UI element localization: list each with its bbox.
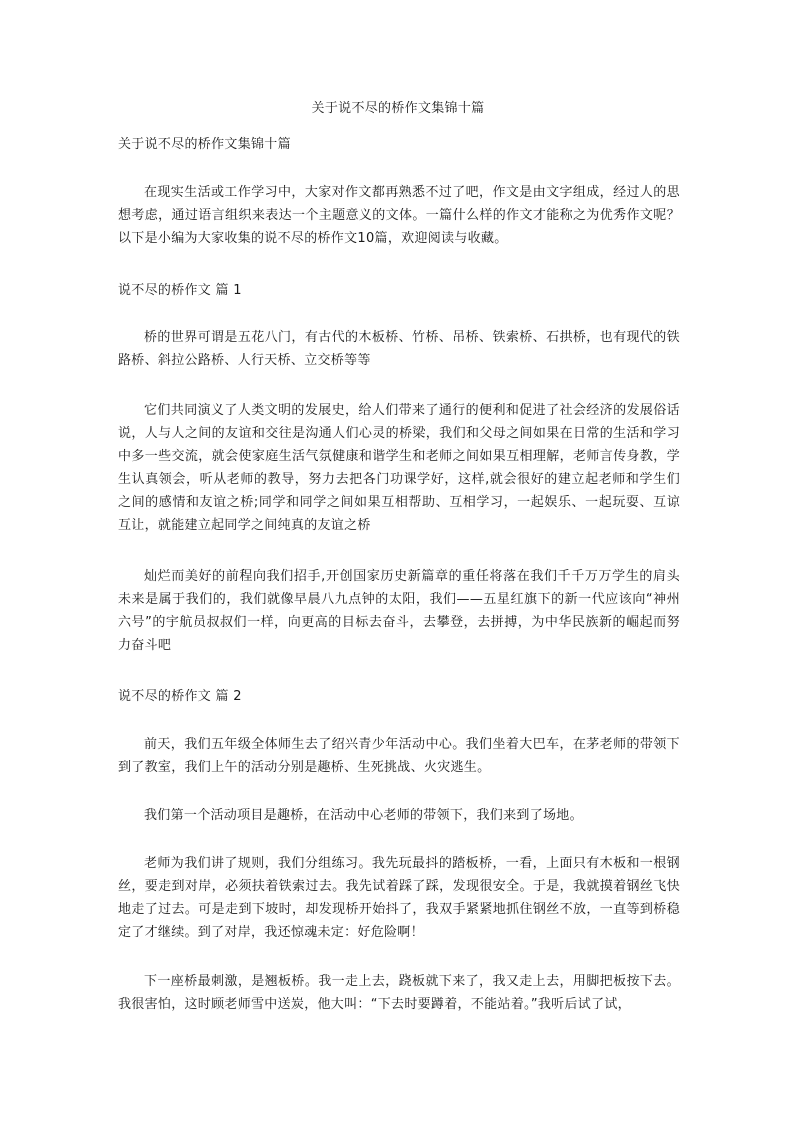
section-heading-2: 说不尽的桥作文 篇 2 [118,689,242,704]
intro-paragraph: 在现实生活或工作学习中，大家对作文都再熟悉不过了吧，作文是由文字组成，经过人的思想考虑，通过语言组织来表达一个主题意义的文体。一篇什么样的作文才能称之为优秀作文呢？以下是小编为大家收集的说不尽的桥作文10篇，欢迎阅读与收藏。 [118,185,680,246]
section-2-paragraph-3: 老师为我们讲了规则，我们分组练习。我先玩最抖的踏板桥，一看，上面只有木板和一根钢丝，要走到对岸，必须扶着铁索过去。我先试着踩了踩，发现很安全。于是，我就摸着钢丝飞快地走了过去。可是走到下坡时，却发现桥开始抖了，我双手紧紧地抓住钢丝不放，一直等到桥稳定了才继续。到了对岸，我还惊魂未定：好危险啊！ [118,856,680,940]
section-2-paragraph-4: 下一座桥最刺激，是翘板桥。我一走上去，跷板就下来了，我又走上去，用脚把板按下去。我很害怕，这时顾老师雪中送炭，他大叫：“下去时要蹲着，不能站着。”我听后试了试， [118,974,680,1012]
section-2-paragraph-1: 前天，我们五年级全体师生去了绍兴青少年活动中心。我们坐着大巴车，在茅老师的带领下到了教室，我们上午的活动分别是趣桥、生死挑战、火灾逃生。 [118,737,680,775]
section-1-paragraph-1: 桥的世界可谓是五花八门，有古代的木板桥、竹桥、吊桥、铁索桥、石拱桥，也有现代的铁路桥、斜拉公路桥、人行天桥、立交桥等等 [118,330,680,368]
section-2-paragraph-2: 我们第一个活动项目是趣桥，在活动中心老师的带领下，我们来到了场地。 [144,808,583,823]
section-heading-1: 说不尽的桥作文 篇 1 [118,283,242,298]
section-1-paragraph-2: 它们共同演义了人类文明的发展史，给人们带来了通行的便利和促进了社会经济的发展俗话说，人与人之间的友谊和交往是沟通人们心灵的桥梁，我们和父母之间如果在日常的生活和学习中多一些交流，就会使家庭生活气氛健康和谐学生和老师之间如果互相理解，老师言传身教，学生认真领会，听从老师的教导，努力去把各门功课学好，这样,就会很好的建立起老师和学生们之间的感情和友谊之桥;同学和同学之间如果互相帮助、互相学习，一起娱乐、一起玩耍、互谅互让，就能建立起同学之间纯真的友谊之桥 [118,403,680,533]
document-subtitle: 关于说不尽的桥作文集锦十篇 [118,137,291,152]
section-1-paragraph-3: 灿烂而美好的前程向我们招手,开创国家历史新篇章的重任将落在我们千千万万学生的肩头未来是属于我们的，我们就像早晨八九点钟的太阳，我们——五星红旗下的新一代应该向“神州六号”的宇航员叔叔们一样，向更高的目标去奋斗，去攀登，去拼搏，为中华民族新的崛起而努力奋斗吧 [118,569,680,653]
document-title: 关于说不尽的桥作文集锦十篇 [311,101,485,116]
